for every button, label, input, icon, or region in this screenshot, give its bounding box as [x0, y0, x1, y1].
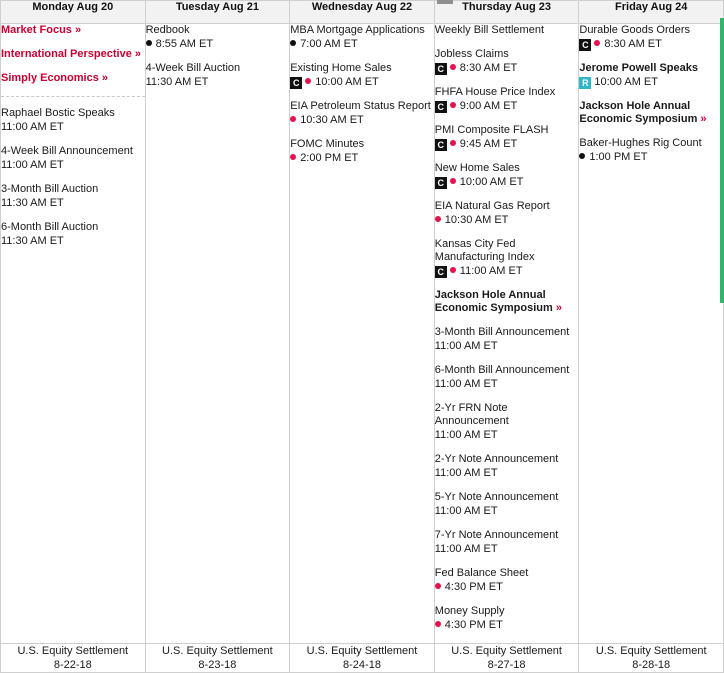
event-title: 2-Yr Note Announcement: [434, 453, 559, 465]
event-title: Raphael Bostic Speaks: [1, 107, 115, 119]
event-time-row: [435, 265, 579, 278]
calendar-event[interactable]: [435, 529, 579, 556]
calendar-event[interactable]: [435, 491, 579, 518]
calendar-event[interactable]: [435, 200, 579, 227]
consensus-badge-icon: C: [435, 63, 447, 75]
day-column-monday: [1, 24, 146, 644]
day-header-tuesday: Tuesday Aug 21: [145, 1, 290, 24]
settlement-date: 8-27-18: [487, 659, 526, 671]
red-dot-icon: [450, 140, 456, 146]
red-dot-icon: [594, 40, 600, 46]
event-time-row: [435, 176, 579, 189]
event-time-row: [579, 76, 723, 89]
event-time-row: [290, 152, 434, 165]
calendar-event[interactable]: [435, 238, 579, 278]
chevron-right-icon: »: [552, 302, 562, 314]
consensus-badge-icon: C: [435, 139, 447, 151]
settlement-date: 8-23-18: [198, 659, 237, 671]
event-time-row: [435, 378, 579, 391]
day-column-thursday: [434, 24, 579, 644]
event-title: PMI Composite FLASH: [434, 124, 549, 136]
top-tab-marker: [437, 0, 453, 4]
red-dot-icon: [435, 621, 441, 627]
event-time: 4:30 PM ET: [444, 581, 503, 593]
event-title: 6-Month Bill Auction: [1, 221, 99, 233]
event-title: Jerome Powell Speaks: [579, 62, 698, 74]
event-time: 2:00 PM ET: [300, 152, 359, 164]
calendar-event[interactable]: [146, 24, 290, 51]
event-time: 11:30 AM ET: [145, 76, 209, 88]
settlement-date: 8-24-18: [343, 659, 381, 671]
day-column-tuesday: [145, 24, 290, 644]
black-dot-icon: [146, 40, 152, 46]
event-time: 11:00 AM ET: [1, 121, 64, 133]
day-header-friday: Friday Aug 24: [579, 1, 724, 24]
day-header-thursday: Thursday Aug 23: [434, 1, 579, 24]
settlement-footer-tuesday: [145, 644, 290, 673]
red-dot-icon: [450, 267, 456, 273]
calendar-event[interactable]: [579, 62, 723, 89]
event-title: EIA Natural Gas Report: [434, 200, 550, 212]
settlement-label: U.S. Equity Settlement: [162, 645, 273, 657]
event-time-row: [435, 429, 579, 442]
calendar-event[interactable]: [1, 145, 145, 172]
settlement-footer-monday: [1, 644, 146, 673]
calendar-event[interactable]: [435, 48, 579, 75]
event-time: 7:00 AM ET: [300, 38, 358, 50]
calendar-event[interactable]: [579, 24, 723, 51]
settlement-label: U.S. Equity Settlement: [451, 645, 562, 657]
event-title: 7-Yr Note Announcement: [434, 529, 559, 541]
calendar-event[interactable]: [290, 138, 434, 165]
settlement-date: 8-22-18: [53, 659, 92, 671]
event-title[interactable]: Jackson Hole Annual Economic Symposium »: [434, 289, 562, 314]
event-time-row: [1, 121, 145, 134]
consensus-badge-icon: C: [290, 77, 302, 89]
red-dot-icon: [450, 64, 456, 70]
calendar-event[interactable]: [146, 62, 290, 89]
calendar-event[interactable]: [579, 100, 723, 126]
event-time: 11:30 AM ET: [1, 197, 64, 209]
calendar-event[interactable]: [1, 221, 145, 248]
event-title[interactable]: Simply Economics »: [1, 72, 108, 84]
event-title: Weekly Bill Settlement: [434, 24, 545, 36]
event-time-row: [435, 214, 579, 227]
event-title: Fed Balance Sheet: [434, 567, 529, 579]
event-time-row: [146, 38, 290, 51]
chevron-right-icon: »: [131, 48, 142, 60]
event-time-row: [435, 340, 579, 353]
scroll-indicator[interactable]: [720, 18, 724, 303]
calendar-event[interactable]: [435, 453, 579, 480]
event-time-row: [290, 76, 434, 89]
settlement-label: U.S. Equity Settlement: [595, 645, 707, 657]
black-dot-icon: [290, 40, 296, 46]
red-dot-icon: [305, 78, 311, 84]
calendar-event[interactable]: [1, 72, 145, 85]
event-title: 4-Week Bill Auction: [145, 62, 241, 74]
consensus-badge-icon: C: [435, 177, 447, 189]
red-dot-icon: [435, 216, 441, 222]
calendar-event[interactable]: [435, 567, 579, 594]
calendar-event[interactable]: [435, 124, 579, 151]
event-time: 4:30 PM ET: [444, 619, 503, 631]
event-time-row: [579, 151, 723, 164]
event-time: 11:00 AM ET: [434, 467, 498, 479]
event-time: 9:00 AM ET: [459, 100, 518, 112]
event-time: 10:00 AM ET: [315, 76, 379, 88]
event-title[interactable]: Market Focus »: [1, 24, 82, 36]
event-time-row: [290, 38, 434, 51]
event-title: Redbook: [145, 24, 190, 36]
calendar-event[interactable]: [1, 183, 145, 210]
chevron-right-icon: »: [98, 72, 108, 84]
red-dot-icon: [290, 116, 296, 122]
event-time: 11:00 AM ET: [1, 159, 64, 171]
event-title: Existing Home Sales: [290, 62, 392, 74]
event-time-row: [435, 100, 579, 113]
red-dot-icon: [450, 102, 456, 108]
consensus-badge-icon: C: [435, 101, 447, 113]
calendar-event[interactable]: [290, 62, 434, 89]
consensus-badge-icon: C: [579, 39, 591, 51]
event-time: 11:00 AM ET: [434, 378, 498, 390]
calendar-event[interactable]: [435, 326, 579, 353]
event-title: Jobless Claims: [434, 48, 509, 60]
event-time: 11:30 AM ET: [1, 235, 64, 247]
event-time: 11:00 AM ET: [434, 543, 498, 555]
day-header-wednesday: Wednesday Aug 22: [290, 1, 435, 24]
event-time-row: [435, 505, 579, 518]
event-time-row: [290, 114, 434, 127]
event-time-row: [435, 581, 579, 594]
event-title: 4-Week Bill Announcement: [1, 145, 133, 157]
event-time-row: [435, 62, 579, 75]
event-time-row: [1, 235, 145, 248]
event-time-row: [1, 159, 145, 172]
settlement-label: U.S. Equity Settlement: [17, 645, 129, 657]
event-time-row: [435, 543, 579, 556]
red-dot-icon: [290, 154, 296, 160]
event-time-row: [435, 619, 579, 632]
replay-badge-icon: R: [579, 77, 591, 89]
red-dot-icon: [450, 178, 456, 184]
event-time: 10:00 AM ET: [594, 76, 658, 88]
event-title: 3-Month Bill Announcement: [434, 326, 570, 338]
event-time: 8:30 AM ET: [604, 38, 662, 50]
calendar-event[interactable]: [435, 289, 579, 315]
consensus-badge-icon: C: [435, 266, 447, 278]
event-time: 8:30 AM ET: [459, 62, 518, 74]
event-time: 10:00 AM ET: [459, 176, 524, 188]
event-title: MBA Mortgage Applications: [290, 24, 425, 36]
calendar-event[interactable]: [435, 24, 579, 37]
black-dot-icon: [579, 153, 585, 159]
event-time: 9:45 AM ET: [459, 138, 518, 150]
event-title: 6-Month Bill Announcement: [434, 364, 570, 376]
event-time: 11:00 AM ET: [459, 265, 523, 277]
day-column-wednesday: [290, 24, 435, 644]
event-title[interactable]: International Perspective »: [1, 48, 142, 60]
calendar-event[interactable]: [290, 100, 434, 127]
settlement-label: U.S. Equity Settlement: [306, 645, 418, 657]
event-title: New Home Sales: [434, 162, 520, 174]
event-time: 10:30 AM ET: [300, 114, 364, 126]
settlement-date: 8-28-18: [632, 659, 671, 671]
event-time: 10:30 AM ET: [444, 214, 509, 226]
event-time: 11:00 AM ET: [434, 505, 498, 517]
calendar-event[interactable]: [1, 48, 145, 61]
calendar-event[interactable]: [1, 24, 145, 37]
event-title: 5-Yr Note Announcement: [434, 491, 559, 503]
calendar-event[interactable]: [435, 86, 579, 113]
day-column-friday: [579, 24, 724, 644]
calendar-event[interactable]: [435, 402, 579, 442]
settlement-footer-wednesday: [290, 644, 435, 673]
calendar-event[interactable]: [1, 107, 145, 134]
calendar-header-row: [1, 1, 724, 24]
event-title: EIA Petroleum Status Report: [290, 100, 431, 112]
event-time-row: [579, 38, 723, 51]
calendar-event[interactable]: [579, 137, 723, 164]
event-title: FHFA House Price Index: [434, 86, 556, 98]
calendar-event[interactable]: [435, 162, 579, 189]
event-time-row: [435, 467, 579, 480]
section-divider: [1, 96, 145, 97]
event-time: 11:00 AM ET: [434, 429, 498, 441]
calendar-event[interactable]: [290, 24, 434, 51]
event-title[interactable]: Jackson Hole Annual Economic Symposium »: [579, 100, 707, 125]
event-title: Baker-Hughes Rig Count: [579, 137, 702, 149]
event-title: Money Supply: [434, 605, 505, 617]
calendar-event[interactable]: [435, 364, 579, 391]
event-title: Durable Goods Orders: [579, 24, 691, 36]
settlement-footer-thursday: [434, 644, 579, 673]
red-dot-icon: [435, 583, 441, 589]
event-time-row: [435, 138, 579, 151]
event-time: 8:55 AM ET: [155, 38, 214, 50]
event-title: Kansas City Fed Manufacturing Index: [434, 238, 535, 263]
event-title: 3-Month Bill Auction: [1, 183, 99, 195]
event-time: 11:00 AM ET: [434, 340, 498, 352]
event-title: 2-Yr FRN Note Announcement: [434, 402, 509, 427]
event-title: FOMC Minutes: [290, 138, 365, 150]
event-time-row: [1, 197, 145, 210]
event-time-row: [146, 76, 290, 89]
settlement-footer-friday: [579, 644, 724, 673]
calendar-event[interactable]: [435, 605, 579, 632]
day-header-monday: Monday Aug 20: [1, 1, 146, 24]
chevron-right-icon: »: [71, 24, 82, 36]
calendar-footer-row: [1, 644, 724, 673]
event-time: 1:00 PM ET: [589, 151, 648, 163]
calendar-body-row: [1, 24, 724, 644]
chevron-right-icon: »: [697, 113, 707, 125]
